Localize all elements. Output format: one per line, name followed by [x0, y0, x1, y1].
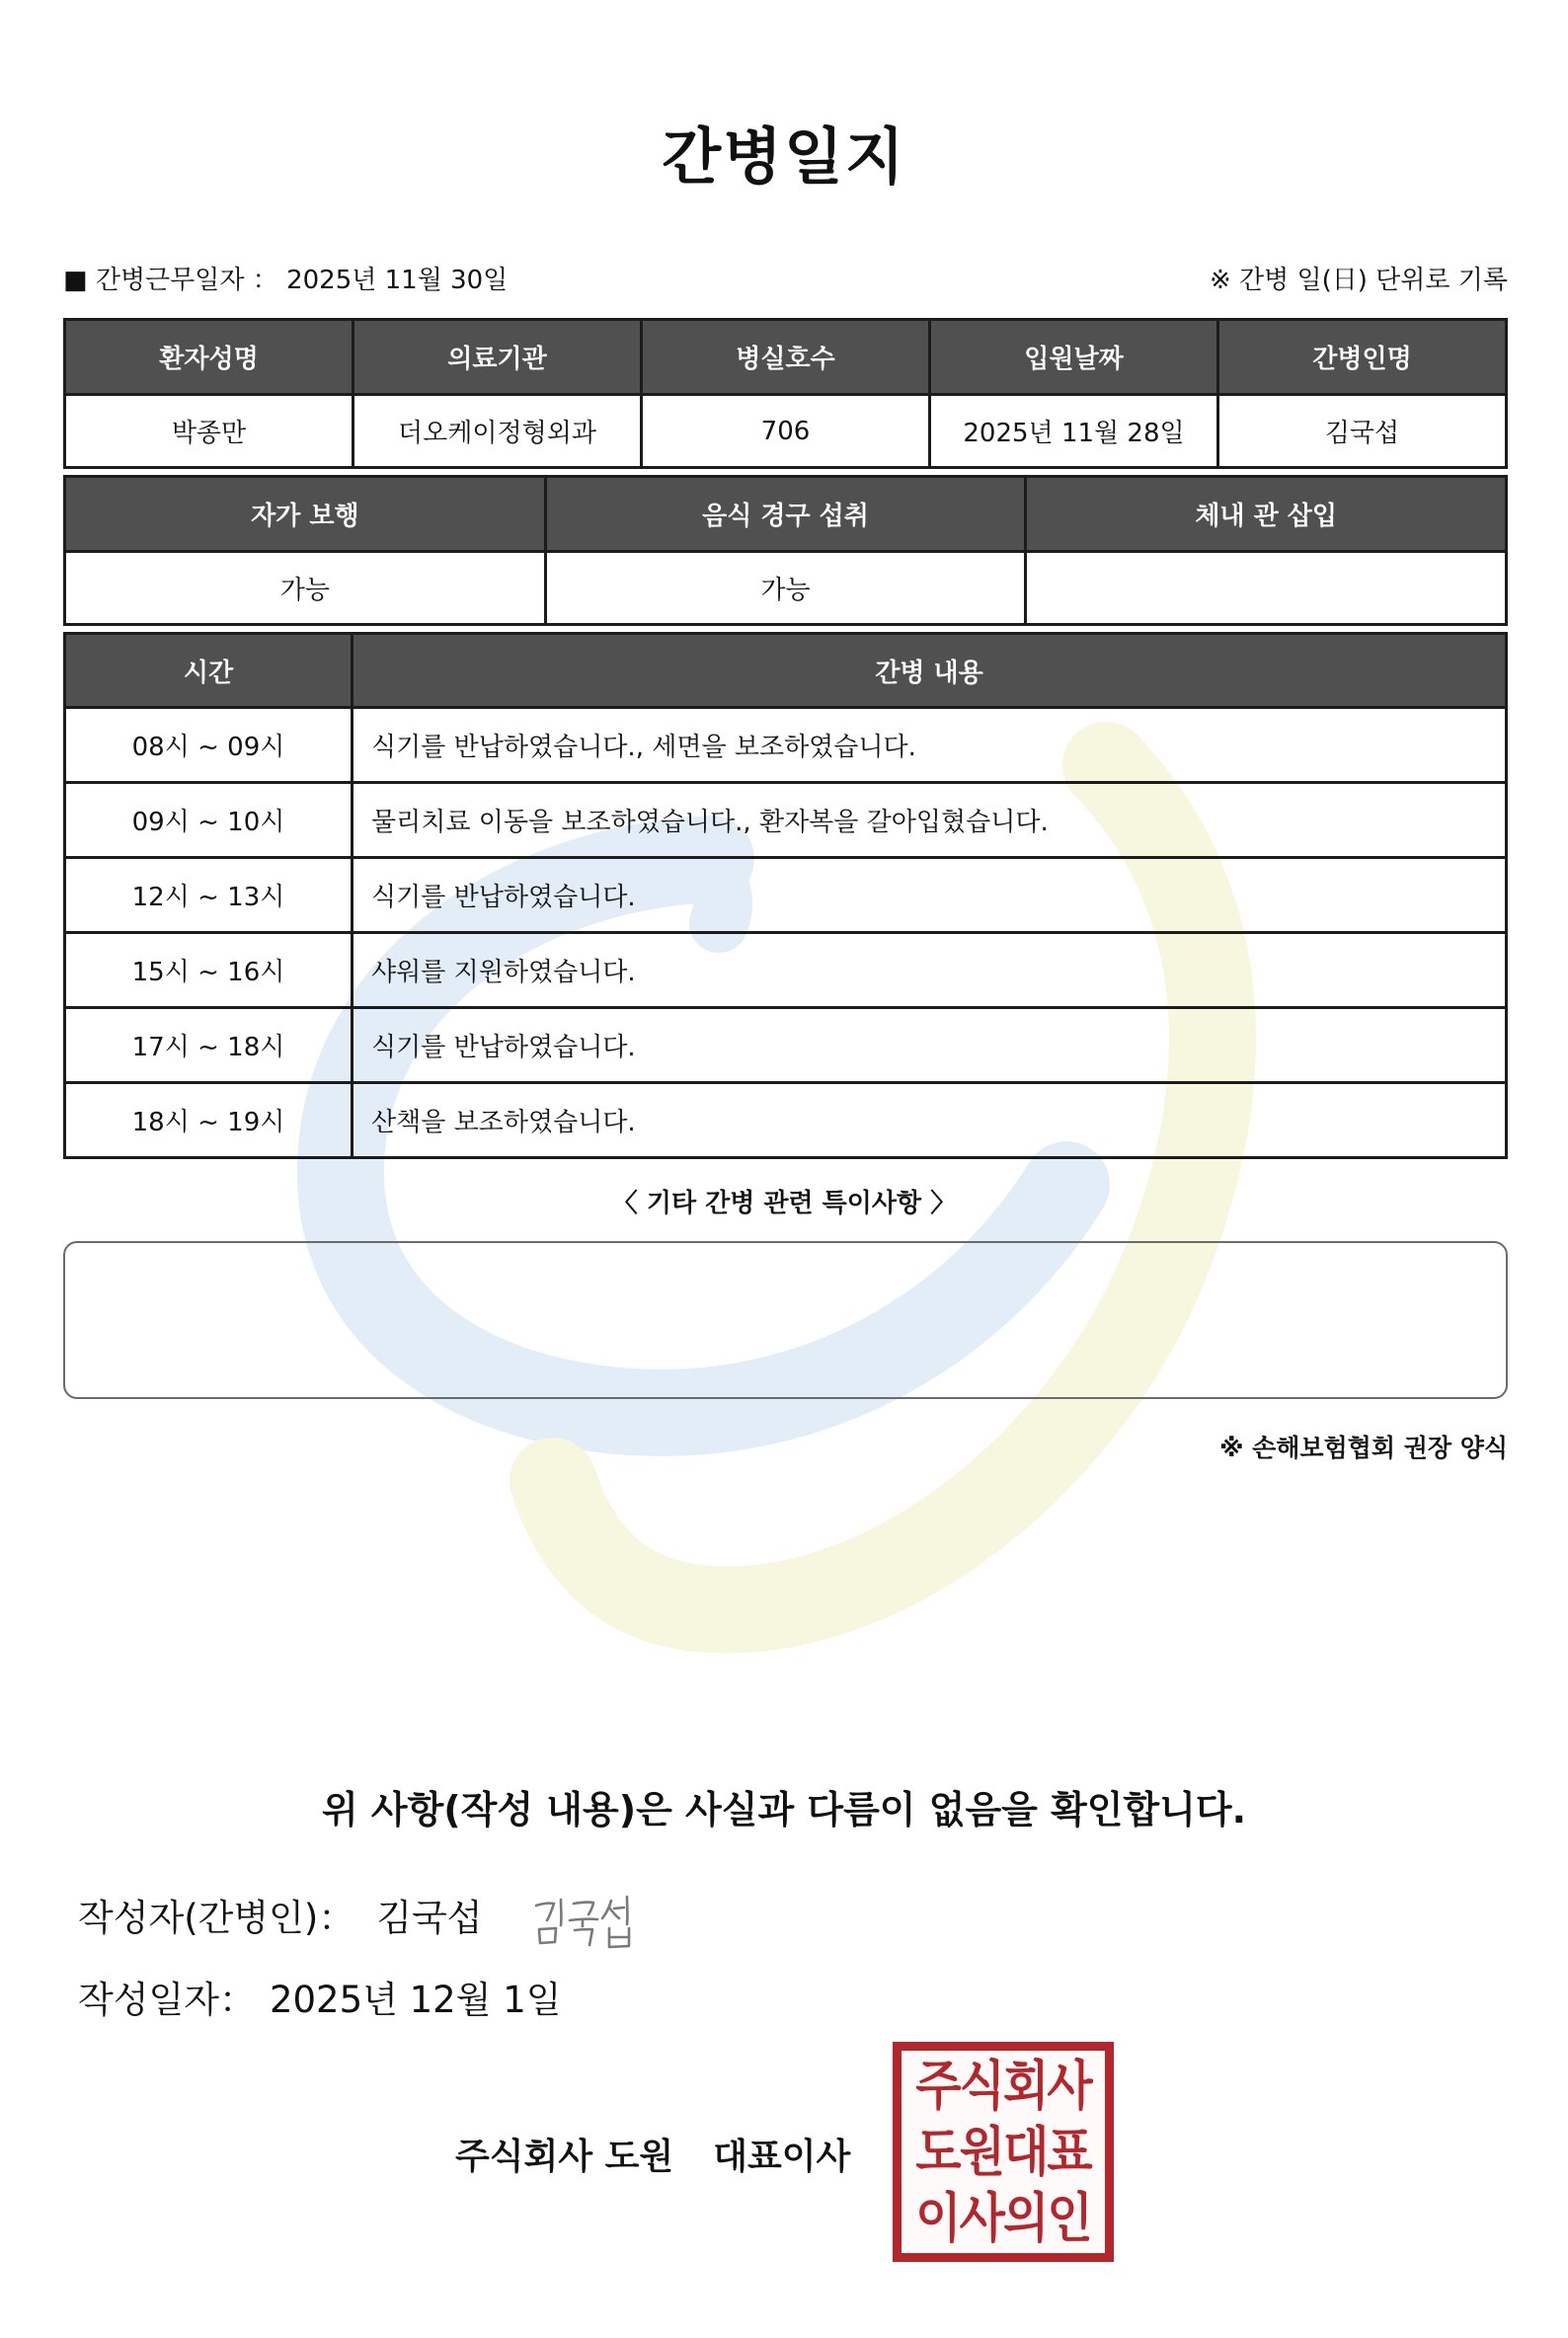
- written-date-label: 작성일자：: [78, 1979, 256, 2021]
- form-source-note: ※ 손해보험협회 권장 양식: [1219, 1434, 1508, 1462]
- header-patient-name: 환자성명: [65, 320, 353, 395]
- table-row: [65, 933, 1507, 1008]
- header-hospital: 의료기관: [353, 320, 642, 395]
- patient-info-header-row: [65, 320, 1507, 395]
- table-row: [65, 1083, 1507, 1158]
- company-seal-stamp: [893, 2042, 1114, 2262]
- handwritten-signature: [530, 1892, 659, 1957]
- table-row: [65, 1008, 1507, 1083]
- header-time: 시간: [65, 634, 353, 708]
- hospital-value: 더오케이정형외과: [353, 395, 642, 468]
- care-content-cell: 샤워를 지원하였습니다.: [353, 933, 1507, 1008]
- header-care-content: 간병 내용: [353, 634, 1507, 708]
- patient-info-table: [63, 318, 1508, 469]
- company-signature-line: [455, 2135, 850, 2180]
- oral-intake-value: 가능: [545, 552, 1026, 625]
- tube-insertion-value: [1026, 552, 1507, 625]
- patient-info-value-row: [65, 395, 1507, 468]
- care-content-cell: 식기를 반납하였습니다., 세면을 보조하였습니다.: [353, 708, 1507, 783]
- representative-title: 대표이사: [713, 2137, 851, 2177]
- care-content-cell: 식기를 반납하였습니다.: [353, 858, 1507, 933]
- self-walking-value: 가능: [65, 552, 546, 625]
- patient-status-value-row: [65, 552, 1507, 625]
- written-date-value: 2025년 12월 1일: [269, 1979, 562, 2021]
- care-time-cell: 09시 ~ 10시: [65, 783, 353, 858]
- header-self-walking: 자가 보행: [65, 477, 546, 552]
- care-content-cell: 산책을 보조하였습니다.: [353, 1083, 1507, 1158]
- writer-name: 김국섭: [376, 1897, 483, 1939]
- care-log-header-row: [65, 634, 1507, 708]
- patient-name-value: 박종만: [65, 395, 353, 468]
- stamp-row: 주식회사: [915, 2055, 1091, 2117]
- room-number-value: 706: [642, 395, 930, 468]
- care-log-table: [63, 632, 1508, 1159]
- header-room-number: 병실호수: [642, 320, 930, 395]
- record-unit-note: ※ 간병 일(日) 단위로 기록: [1209, 266, 1508, 295]
- header-admission-date: 입원날짜: [930, 320, 1218, 395]
- writer-line: [78, 1894, 483, 1943]
- care-time-cell: 15시 ~ 16시: [65, 933, 353, 1008]
- work-date-line: [63, 263, 508, 298]
- stamp-row: 이사의인: [915, 2187, 1091, 2249]
- care-content-cell: 물리치료 이동을 보조하였습니다., 환자복을 갈아입혔습니다.: [353, 783, 1507, 858]
- header-oral-intake: 음식 경구 섭취: [545, 477, 1026, 552]
- patient-status-header-row: [65, 477, 1507, 552]
- care-time-cell: 17시 ~ 18시: [65, 1008, 353, 1083]
- table-row: [65, 708, 1507, 783]
- special-notes-heading: 〈 기타 간병 관련 특이사항 〉: [611, 1189, 957, 1218]
- admission-date-value: 2025년 11월 28일: [930, 395, 1218, 468]
- company-name: 주식회사 도원: [455, 2137, 674, 2177]
- header-tube-insertion: 체내 관 삽입: [1026, 477, 1507, 552]
- care-time-cell: 18시 ~ 19시: [65, 1083, 353, 1158]
- confirmation-statement: 위 사항(작성 내용)은 사실과 다름이 없음을 확인합니다.: [321, 1788, 1247, 1831]
- caregiver-name-value: 김국섭: [1218, 395, 1507, 468]
- care-content-cell: 식기를 반납하였습니다.: [353, 1008, 1507, 1083]
- work-date-value: 2025년 11월 30일: [286, 266, 509, 295]
- stamp-row: 도원대표: [915, 2121, 1091, 2183]
- care-time-cell: 12시 ~ 13시: [65, 858, 353, 933]
- table-row: [65, 858, 1507, 933]
- care-time-cell: 08시 ~ 09시: [65, 708, 353, 783]
- written-date-line: [78, 1976, 562, 2025]
- table-row: [65, 783, 1507, 858]
- writer-label: 작성자(간병인)：: [78, 1897, 355, 1939]
- special-notes-box: [63, 1241, 1508, 1399]
- header-caregiver-name: 간병인명: [1218, 320, 1507, 395]
- work-date-label: ■ 간병근무일자 ：: [63, 266, 278, 295]
- document-title: 간병일지: [662, 120, 906, 193]
- patient-status-table: [63, 475, 1508, 626]
